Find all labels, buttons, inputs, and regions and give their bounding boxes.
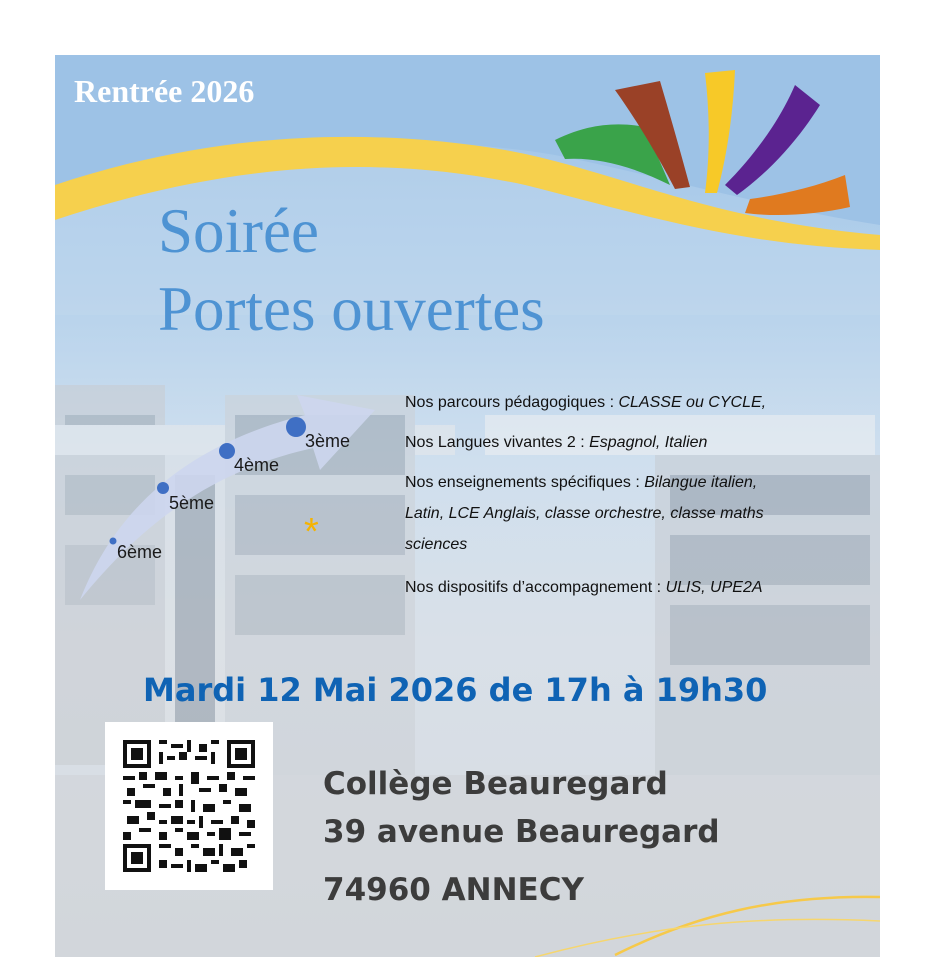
title-line-1: Soirée (158, 196, 319, 266)
event-date: Mardi 12 Mai 2026 de 17h à 19h30 (143, 671, 768, 709)
level-4eme: 4ème (234, 455, 280, 475)
info-enseignements: Nos enseignements spécifiques : Bilangue italien, (405, 474, 758, 491)
level-5eme: 5ème (169, 493, 215, 513)
info-enseignements-cont: Latin, LCE Anglais, classe orchestre, classe maths sciences (405, 505, 764, 553)
info-parcours: Nos parcours pédagogiques : CLASSE ou CYCLE, (405, 394, 767, 411)
info-list (405, 393, 860, 618)
address-line-3: 74960 ANNECY (323, 872, 584, 908)
address-line-2: 39 avenue Beauregard (323, 814, 720, 850)
bottom-wave (55, 835, 880, 957)
flyer (55, 55, 880, 957)
level-6eme: 6ème (117, 542, 163, 562)
dot-3eme (286, 417, 306, 437)
info-dispositifs: Nos dispositifs d’accompagnement : ULIS, UPE2A (405, 579, 763, 596)
level-3eme: 3ème (305, 431, 351, 451)
sunrays-logo (545, 55, 880, 255)
dot-5eme (157, 482, 169, 494)
progression-arrow (75, 360, 405, 605)
page-title (158, 192, 545, 348)
title-line-2: Portes ouvertes (158, 274, 545, 344)
address-line-1: Collège Beauregard (323, 766, 668, 802)
dot-6eme (110, 538, 117, 545)
asterisk-icon: * (304, 511, 319, 553)
rentree-label: Rentrée 2026 (74, 73, 255, 109)
info-langues: Nos Langues vivantes 2 : Espagnol, Italien (405, 434, 708, 451)
dot-4eme (219, 443, 235, 459)
